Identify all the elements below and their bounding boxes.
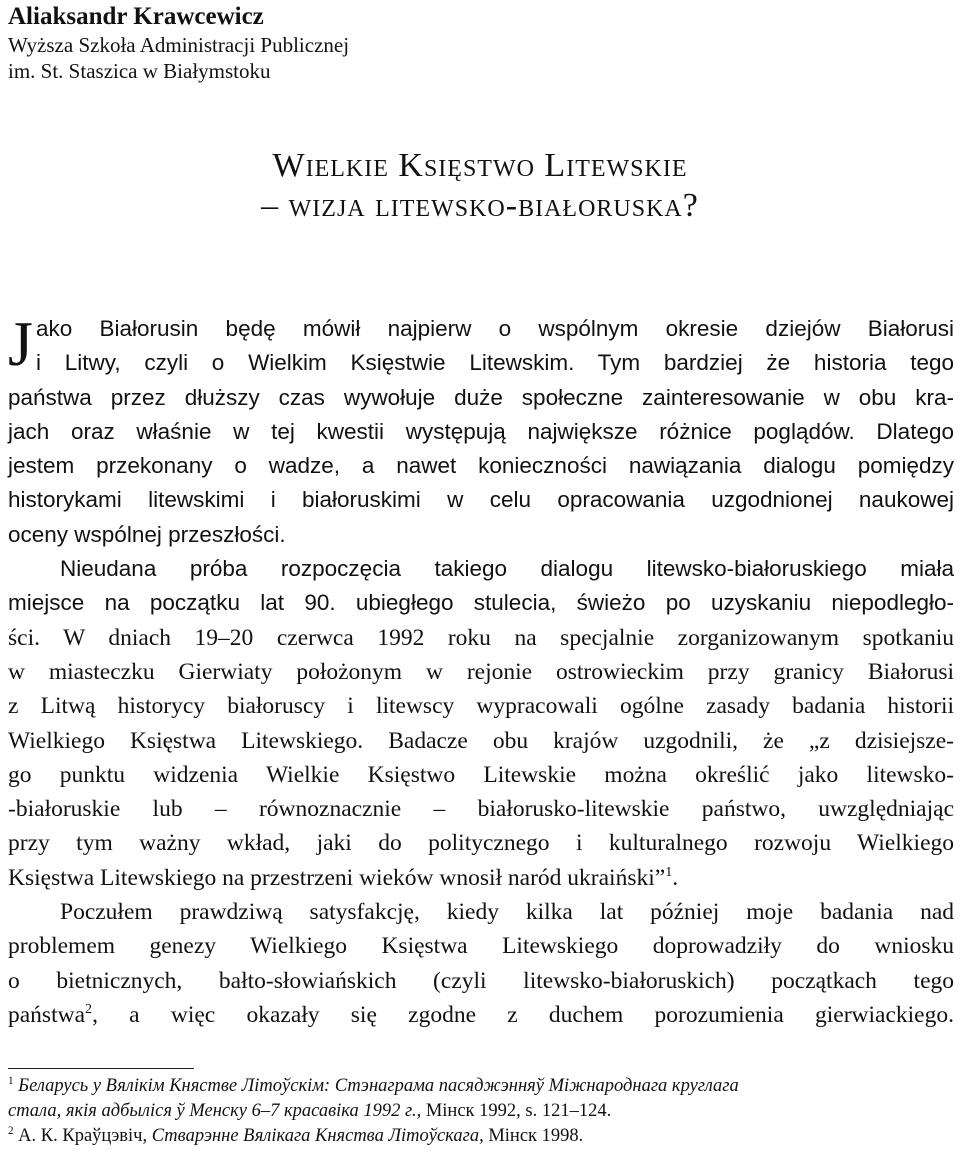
footnote-2-number: 2 [8, 1124, 14, 1137]
author-block [8, 2, 349, 84]
body-line-16: przy tym ważny wkład, jaki do politycznego i kulturalnego rozwoju Wielkiego [8, 830, 954, 857]
footnote-1 [8, 1074, 954, 1099]
body-line-11: w miasteczku Gierwiaty położonym w rejonie ostrowieckim przy granicy Białorusi [8, 658, 954, 685]
body-line-10: ści. W dniach 19–20 czerwca 1992 roku na specjalnie zorganizowanym spotkaniu [8, 624, 954, 651]
body-line-4: jach oraz właśnie w tej kwestii występują największe różnice poglądów. Dlatego [8, 418, 954, 444]
body-line-17-text: Księstwa Litewskiego na przestrzeni wieków wnosił naród ukraiński” [8, 864, 666, 891]
footnote-2 [8, 1124, 954, 1149]
affiliation-line-2: im. St. Staszica w Białymstoku [8, 59, 271, 83]
article-title [0, 146, 960, 226]
footnote-1-title-a: Беларусь у Вялікім Княстве Літоўскім: Стэнаграма пасяджэнняў Міжнароднага круглага [18, 1076, 739, 1096]
footnote-1-cont [8, 1099, 954, 1124]
footnotes [8, 1074, 954, 1149]
body-line-8: Nieudana próba rozpoczęcia takiego dialogu litewsko-białoruskiego miała [60, 556, 954, 582]
body-line-12: z Litwą historycy białoruscy i litewscy wypracowali ogólne zasady badania historii [8, 693, 954, 720]
affiliation-line-1: Wyższa Szkoła Administracji Publicznej [8, 33, 350, 57]
body-line-21-start: państwa [8, 1001, 86, 1028]
body-line-21-text: , a więc okazały się zgodne z duchem porozumienia gierwiackiego. [92, 1001, 954, 1028]
body-line-7: oceny wspólnej przeszłości. [8, 521, 286, 547]
body-line-17 [8, 861, 954, 895]
body-line-2: i Litwy, czyli o Wielkim Księstwie Litewskim. Tym bardziej że historia tego [36, 350, 954, 376]
article-body [8, 308, 954, 1032]
body-line-13: Wielkiego Księstwa Litewskiego. Badacze obu krajów uzgodnili, że „z dzisiejsze- [8, 727, 954, 754]
body-line-20: o bietnicznych, bałto-słowiańskich (czyli litewsko-białoruskich) początkach tego [8, 967, 954, 994]
footnote-2-title: Стварэнне Вялікага Княства Літоўскага [151, 1126, 480, 1146]
body-line-6: historykami litewskimi i białoruskimi w celu opracowania uzgodnionej naukowej [8, 487, 954, 513]
body-line-9: miejsce na początku lat 90. ubiegłego stulecia, świeżo po uzyskaniu niepodległo- [8, 590, 954, 616]
footnote-2-rest: , Мінск 1998. [479, 1126, 584, 1146]
body-line-3: państwa przez dłuższy czas wywołuje duże społeczne zainteresowanie w obu kra- [8, 384, 954, 410]
footnote-2-author: А. К. Краўцэвіч, [18, 1126, 152, 1146]
footnote-ref-2[interactable]: 2 [85, 1001, 93, 1018]
body-line-14: go punktu widzenia Wielkie Księstwo Litewskie można określić jako litewsko- [8, 761, 954, 788]
footnote-ref-1[interactable]: 1 [665, 863, 673, 880]
footnote-1-number: 1 [8, 1074, 14, 1087]
drop-cap: J [8, 308, 33, 379]
body-line-21 [8, 998, 954, 1032]
body-line-18: Poczułem prawdziwą satysfakcję, kiedy kilka lat później moje badania nad [60, 899, 954, 926]
footnote-1-title-b: стала, якія адбыліся ў Менску 6–7 красавіка 1992 г. [8, 1101, 417, 1121]
body-line-15: -białoruskie lub – równoznacznie – białorusko-litewskie państwo, uwzględniając [8, 796, 954, 823]
body-line-19: problemem genezy Wielkiego Księstwa Litewskiego doprowadziły do wniosku [8, 933, 954, 960]
body-line-5: jestem przekonany o wadze, a nawet konieczności nawiązania dialogu pomiędzy [8, 453, 954, 479]
title-line-2: – wizja litewsko-białoruska? [261, 187, 699, 224]
author-name: Aliaksandr Krawcewicz [8, 3, 264, 30]
title-line-1: Wielkie Księstwo Litewskie [272, 147, 688, 184]
body-line-17-end: . [672, 864, 679, 891]
footnote-divider [8, 1068, 194, 1069]
footnote-1-rest: , Мінск 1992, s. 121–124. [416, 1101, 612, 1121]
body-line-1-text: ako Białorusin będę mówił najpierw o wspólnym okresie dziejów Białorusi [36, 316, 954, 341]
